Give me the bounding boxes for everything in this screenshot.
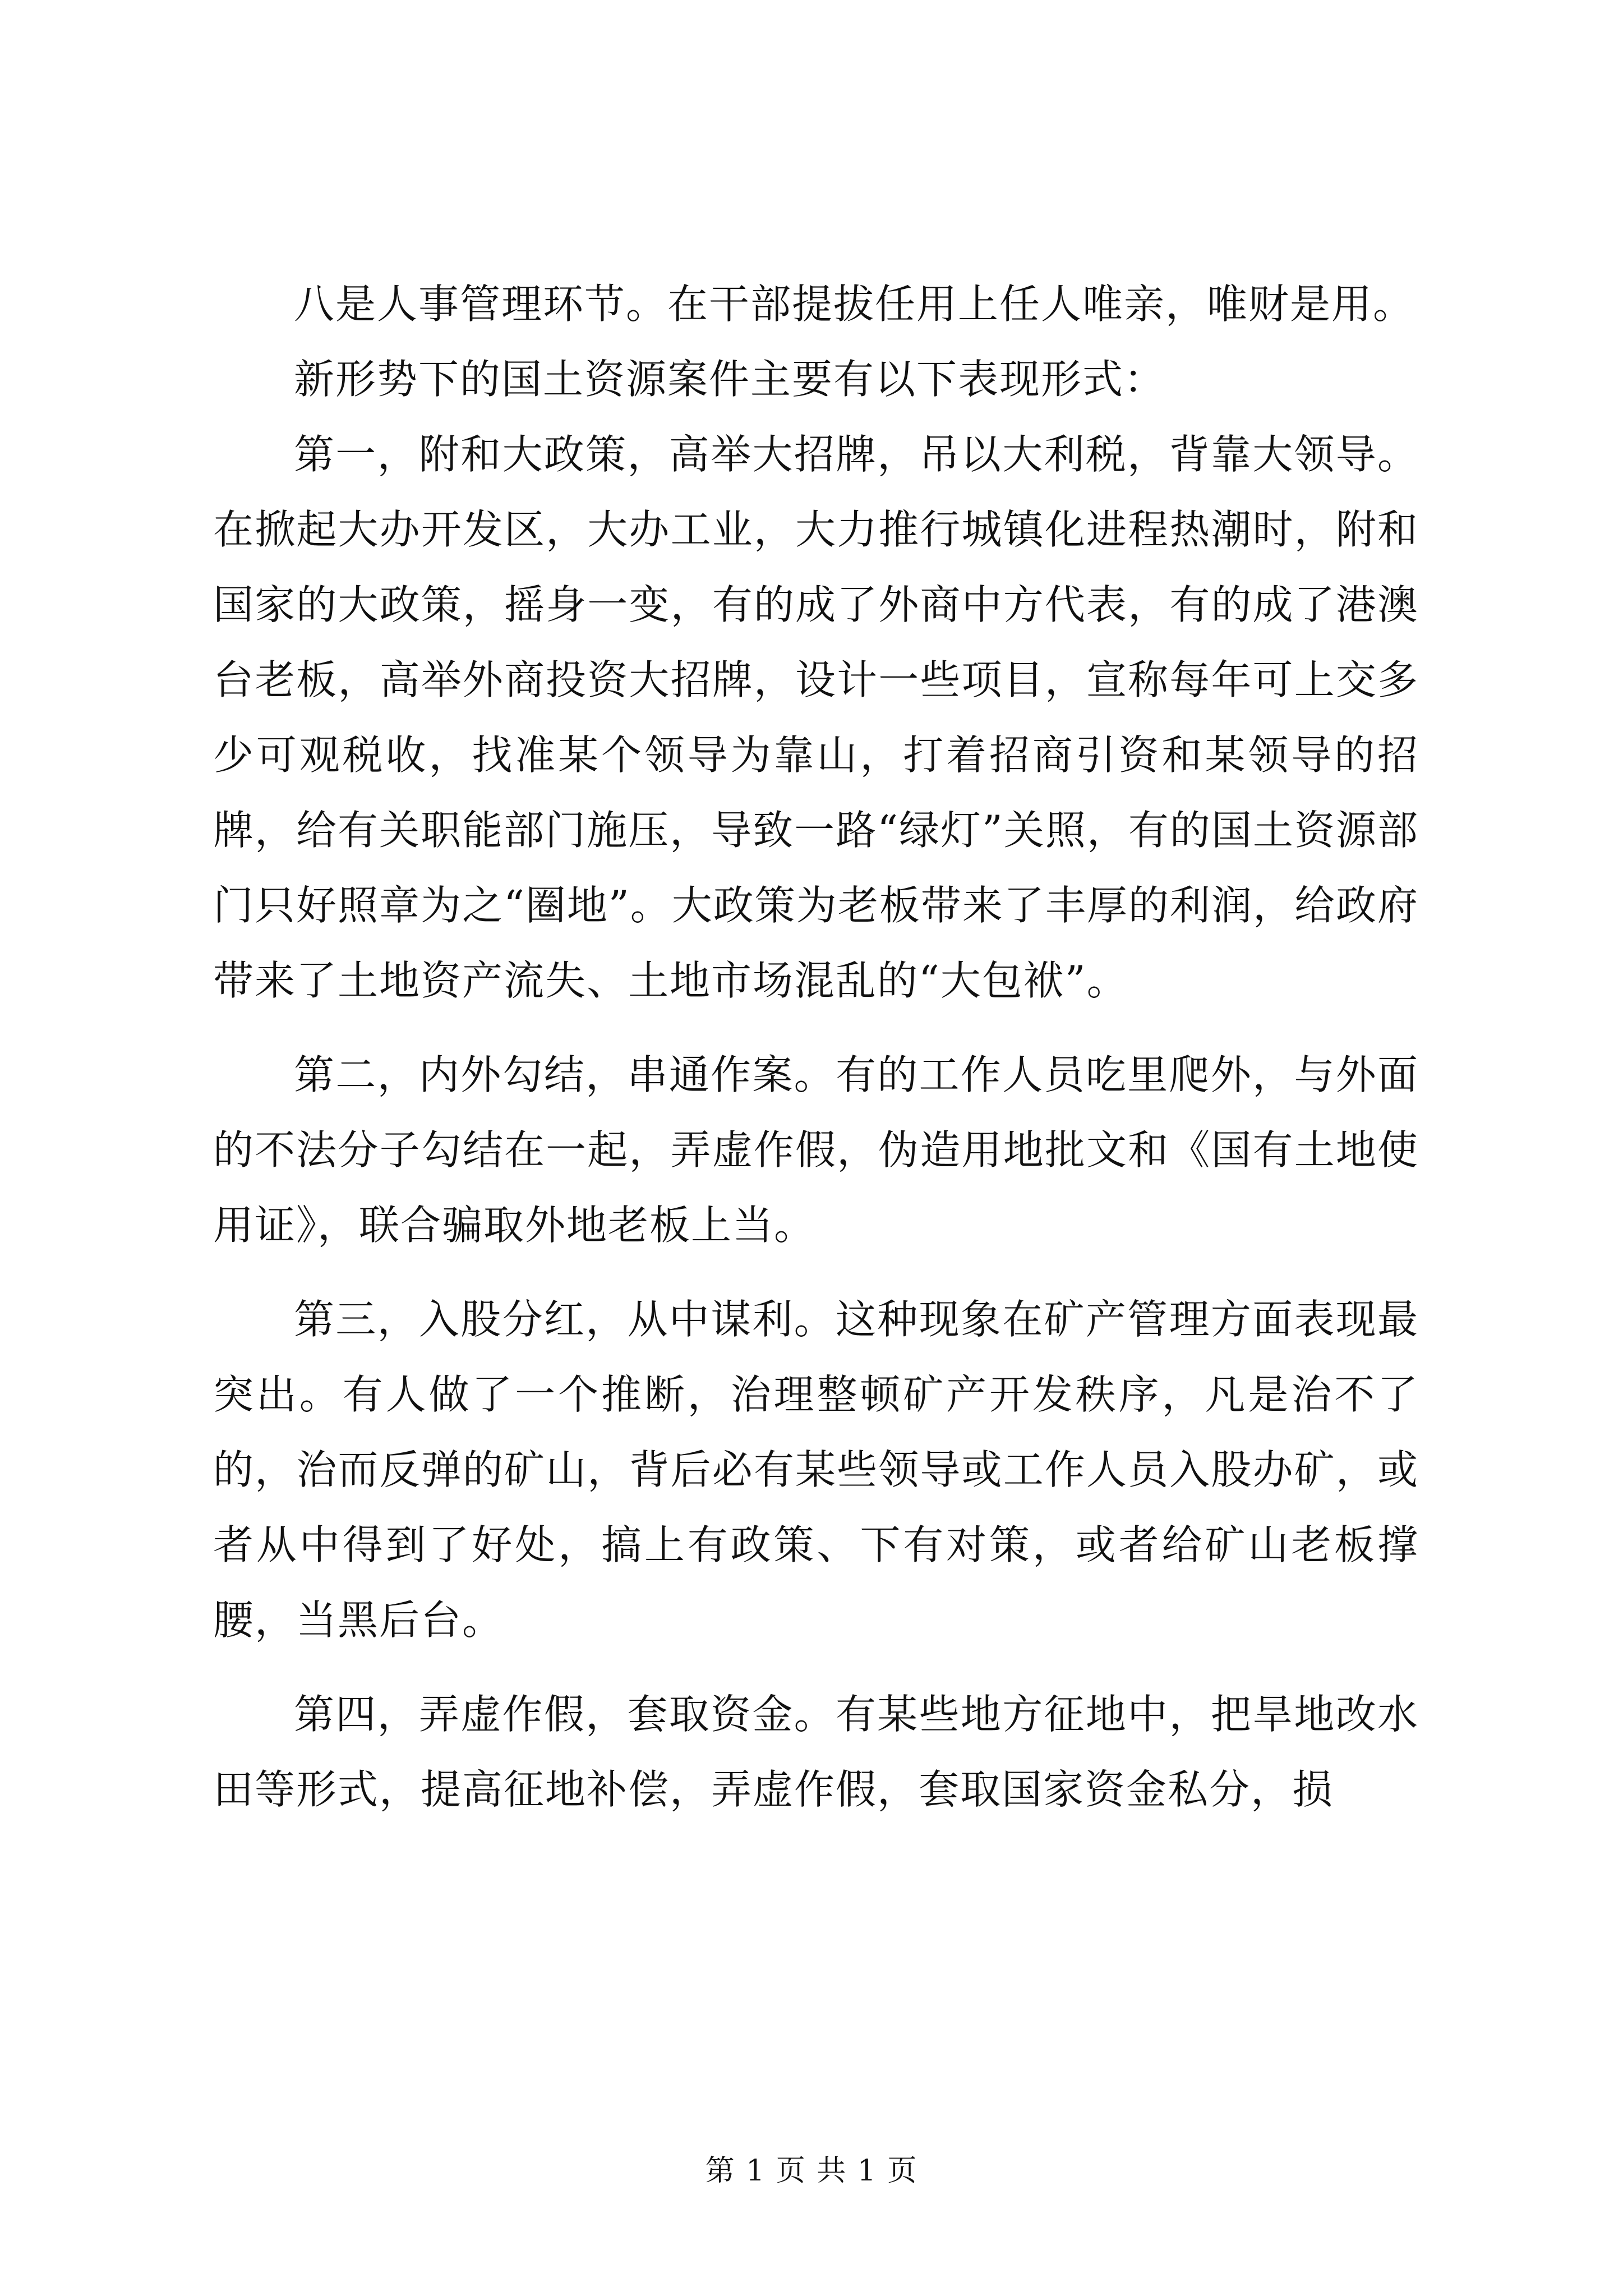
paragraph-second: 第二，内外勾结，串通作案。有的工作人员吃里爬外，与外面的不法分子勾结在一起，弄虚作假，伪造用地批文和《国有土地使用证》，联合骗取外地老板上当。: [213, 1051, 1419, 1249]
paragraph-first: 第一，附和大政策，高举大招牌，吊以大利税，背靠大领导。在掀起大办开发区，大办工业，大力推行城镇化进程热潮时，附和国家的大政策，摇身一变，有的成了外商中方代表，有的成了港澳台老板，高举外商投资大招牌，设计一些项目，宣称每年可上交多少可观税收，找准某个领导为靠山，打着招商引资和某领导的招牌，给有关职能部门施压，导致一路“绿灯”关照，有的国土资源部门只好照章为之“圈地”。大政策为老板带来了丰厚的利润，给政府带来了土地资产流失、土地市场混乱的“大包袱”。: [213, 431, 1419, 1004]
paragraph-fourth: 第四，弄虚作假，套取资金。有某些地方征地中，把旱地改水田等形式，提高征地补偿，弄虚作假，套取国家资金私分，损: [213, 1691, 1419, 1813]
paragraph-intro: 新形势下的国土资源案件主要有以下表现形式：: [294, 356, 1166, 403]
paragraph-third: 第三，入股分红，从中谋利。这种现象在矿产管理方面表现最突出。有人做了一个推断，治理整顿矿产开发秩序，凡是治不了的，治而反弹的矿山，背后必有某些领导或工作人员入股办矿，或者从中得到了好处，搞上有政策、下有对策，或者给矿山老板撑腰，当黑后台。: [213, 1296, 1419, 1644]
page-footer: 第 1 页 共 1 页: [705, 2154, 918, 2188]
document-body: [213, 266, 1419, 1827]
paragraph-personnel: 八是人事管理环节。在干部提拔任用上任人唯亲，唯财是用。: [294, 280, 1415, 328]
